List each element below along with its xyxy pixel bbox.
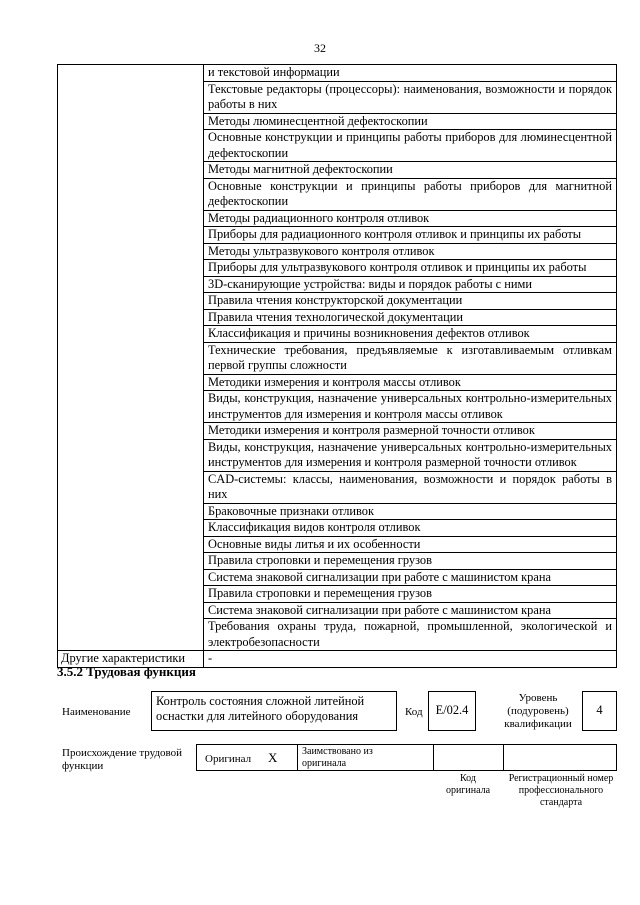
list-item: Основные конструкции и принципы работы приборов для люминесцентной дефектоскопии — [204, 130, 616, 162]
divider — [433, 744, 434, 771]
code-label: Код — [405, 706, 423, 718]
list-item: Правила строповки и перемещения грузов — [204, 553, 616, 570]
list-item: Методы ультразвукового контроля отливок — [204, 244, 616, 261]
list-item: Классификация и причины возникновения дефектов отливок — [204, 326, 616, 343]
list-item: Методы люминесцентной дефектоскопии — [204, 114, 616, 131]
list-item: Требования охраны труда, пожарной, промышленной, экологической и электробезопасности — [208, 619, 612, 649]
original-mark: X — [268, 750, 278, 765]
list-item: Правила чтения конструкторской документации — [204, 293, 616, 310]
list-item: Система знаковой сигнализации при работе с машинистом крана — [204, 570, 616, 587]
list-item: Методики измерения и контроля массы отливок — [204, 375, 616, 392]
divider — [297, 744, 298, 771]
code-box: E/02.4 — [428, 691, 476, 731]
code-original-label: Код оригинала — [445, 773, 491, 796]
list-item: Методики измерения и контроля размерной точности отливок — [204, 423, 616, 440]
function-name-box: Контроль состояния сложной литейной оснастки для литейного оборудования — [151, 691, 397, 731]
level-label: Уровень (подуровень) квалификации — [504, 692, 572, 730]
list-item: CAD-системы: классы, наименования, возможности и порядок работы в них — [204, 472, 616, 504]
original-label: Оригинал — [205, 753, 252, 765]
list-item: Приборы для ультразвукового контроля отливок и принципы их работы — [204, 260, 616, 277]
list-item: 3D-сканирующие устройства: виды и порядок работы с ними — [204, 277, 616, 294]
level-box: 4 — [582, 691, 617, 731]
knowledge-table — [57, 64, 617, 668]
knowledge-items-cell — [204, 65, 617, 651]
name-label: Наименование — [62, 706, 131, 718]
table-left-cell — [58, 65, 204, 651]
list-item: Виды, конструкция, назначение универсальных контрольно-измерительных инструментов для измерения и контроля массы отливок — [204, 391, 616, 423]
table-row — [58, 65, 617, 651]
list-item: Правила чтения технологической документации — [204, 310, 616, 327]
list-item: Технические требования, предъявляемые к изготавливаемым отливкам первой группы сложности — [204, 343, 616, 375]
page-number: 32 — [314, 41, 326, 55]
other-characteristics-value: - — [204, 651, 617, 668]
list-item: Методы радиационного контроля отливок — [204, 211, 616, 228]
list-item: Правила строповки и перемещения грузов — [204, 586, 616, 603]
list-item: Приборы для радиационного контроля отливок и принципы их работы — [204, 227, 616, 244]
other-characteristics-label: Другие характеристики — [58, 651, 204, 668]
origin-label: Происхождение трудовой функции — [62, 747, 183, 772]
reg-number-label: Регистрационный номер профессионального стандарта — [508, 773, 614, 808]
list-item: и текстовой информации — [204, 65, 616, 82]
list-item: Методы магнитной дефектоскопии — [204, 162, 616, 179]
borrowed-label: Заимствовано из оригинала — [302, 746, 373, 769]
list-item: Виды, конструкция, назначение универсальных контрольно-измерительных инструментов для измерения и контроля размерной точности отливок — [204, 440, 616, 472]
list-item: Система знаковой сигнализации при работе с машинистом крана — [204, 603, 616, 620]
divider — [503, 744, 504, 771]
list-item: Классификация видов контроля отливок — [204, 520, 616, 537]
origin-table — [196, 744, 617, 771]
list-item: Текстовые редакторы (процессоры): наименования, возможности и порядок работы в них — [204, 82, 616, 114]
list-item: Основные конструкции и принципы работы приборов для магнитной дефектоскопии — [204, 179, 616, 211]
section-heading: 3.5.2 Трудовая функция — [57, 664, 196, 679]
list-item: Основные виды литья и их особенности — [204, 537, 616, 554]
list-item: Браковочные признаки отливок — [204, 504, 616, 521]
